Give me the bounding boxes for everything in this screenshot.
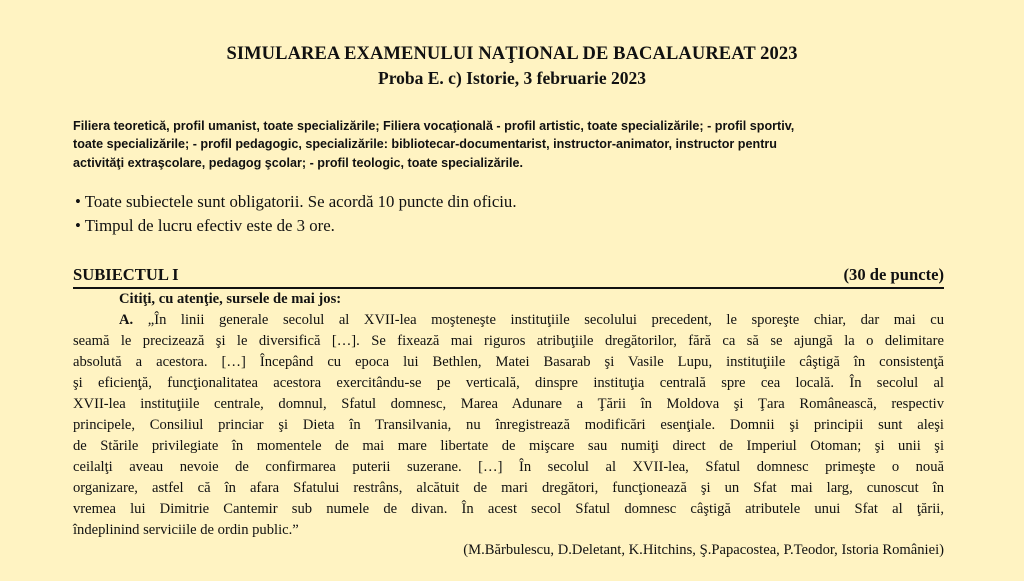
filiera-line: Filiera teoretică, profil umanist, toate specializările; Filiera vocaţională - profil artistic, toate specializările; - profil sportiv, xyxy=(73,119,795,133)
passage-line: ceilalţi aveau nevoie de confirmarea puterii suzerane. […] În secolul al XVII-lea, Sfatul domnesc primeşte o nouă xyxy=(73,459,944,475)
passage-line: principele, Consiliul princiar şi Dieta în Transilvania, nu înregistrează modificări esenţiale. Domnii şi principii sunt aleşi xyxy=(73,417,944,433)
passage-line: organizare, astfel că în afara Sfatului restrâns, alcătuit de mari dregători, funcţionează şi un Sfat mai larg, cunoscut în xyxy=(73,480,944,496)
passage-line: seamă le precizează şi le diversifică […]. Se fixează mai riguros atribuţiile dregătorilor, fără ca să se ajungă la o delimitare xyxy=(73,333,944,349)
passage-line: de Stările privilegiate în momentele de mai mare libertate de mişcare sau numiţi direct de Imperiul Otoman; şi unii şi xyxy=(73,438,944,454)
passage-line: îndeplinind serviciile de ordin public.” xyxy=(73,522,299,538)
passage-line-text: „În linii generale secolul al XVII-lea moşteneşte instituţiile secolului precedent, le sporeşte chiar, dar mai cu xyxy=(147,312,944,328)
subject-title: SUBIECTUL I xyxy=(73,265,179,284)
subject-divider xyxy=(73,287,944,289)
source-label: A. xyxy=(119,312,134,328)
exam-title: SIMULAREA EXAMENULUI NAŢIONAL DE BACALAUREAT 2023 xyxy=(226,44,798,64)
exam-subtitle: Proba E. c) Istorie, 3 februarie 2023 xyxy=(378,68,646,88)
filiera-line: toate specializările; - profil pedagogic, specializările: bibliotecar-documentarist, instructor-animator, instructor pentru xyxy=(73,137,777,152)
instruction-item: • Toate subiectele sunt obligatorii. Se acordă 10 puncte din oficiu. xyxy=(75,192,517,211)
passage-line: şi eficienţă, funcţionalitatea acestora exercitându-se pe verticală, dinspre instituţia centrală spre cea locală. În secolul al xyxy=(73,375,944,391)
passage-line: XVII-lea instituţiile centrale, domnul, Sfatul domnesc, Marea Adunare a Ţării în Moldova şi Ţara Românească, respectiv xyxy=(73,396,944,412)
passage-line: absolută a acestora. […] Începând cu epoca lui Bethlen, Matei Basarab şi Vasile Lupu, instituţiile câştigă în consistenţă xyxy=(73,354,944,370)
source-a-passage xyxy=(73,310,944,541)
subject-points: (30 de puncte) xyxy=(843,265,944,284)
source-citation: (M.Bărbulescu, D.Deletant, K.Hitchins, Ş.Papacostea, P.Teodor, Istoria României) xyxy=(463,542,944,558)
exam-header xyxy=(0,42,1024,89)
passage-line xyxy=(73,310,944,331)
passage-line: vremea lui Dimitrie Cantemir sub numele de divan. În acest secol Sfatul domnesc câştigă atributele unui Sfat al ţării, xyxy=(73,501,944,517)
subject-heading xyxy=(73,264,944,286)
filiera-description xyxy=(73,117,953,172)
instruction-item: • Timpul de lucru efectiv este de 3 ore. xyxy=(75,215,335,235)
filiera-line: activităţi extraşcolare, pedagog şcolar; - profil teologic, toate specializările. xyxy=(73,155,524,170)
general-instructions xyxy=(75,190,955,237)
subject-instruction: Citiţi, cu atenţie, sursele de mai jos: xyxy=(119,291,342,307)
